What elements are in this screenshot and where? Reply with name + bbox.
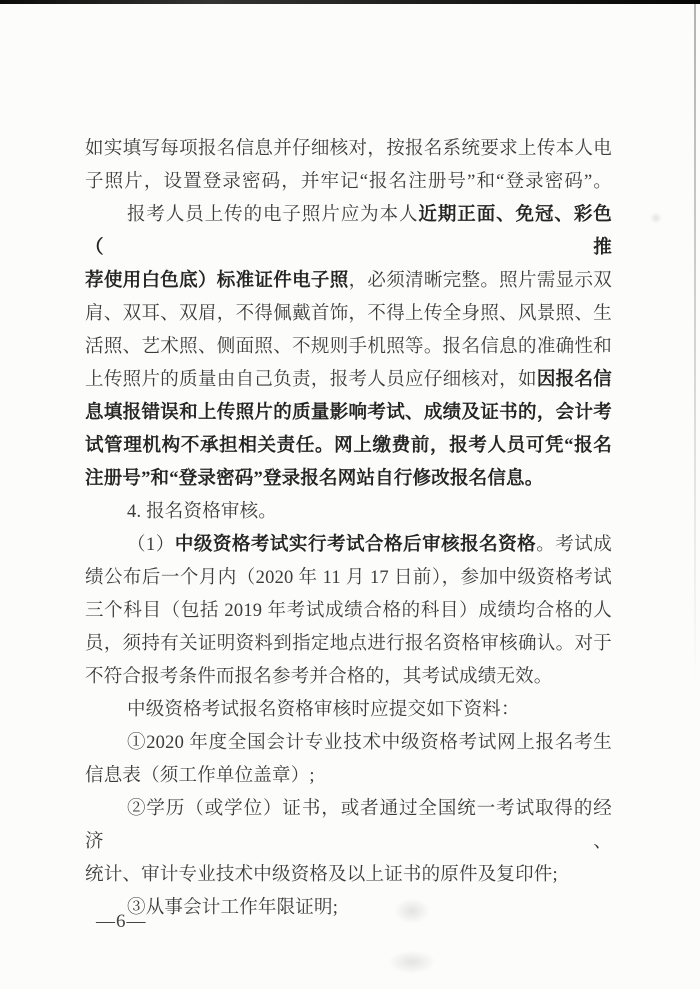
text-line (85, 760, 612, 793)
bold-text-run: 试管理机构不承担相关责任。网上缴费前，报考人员可凭“报名 (85, 436, 612, 456)
text-line (85, 364, 612, 397)
text-line (85, 265, 612, 298)
text-run: 统计、审计专业技术中级资格及以上证书的原件及复印件; (85, 865, 558, 885)
text-run: 中级资格考试报名资格审核时应提交如下资料： (127, 700, 520, 720)
text-line (85, 793, 612, 859)
text-run: 。考试成 (536, 535, 612, 555)
text-run: ，必须清晰完整。照片需显示双 (348, 271, 612, 291)
bold-text-run: 荐使用白色底）标准证件电子照 (85, 271, 349, 291)
text-line (85, 331, 612, 364)
text-line (85, 529, 612, 562)
text-run: 4. 报名资格审核。 (127, 502, 278, 522)
text-run: 活照、艺术照、侧面照、不规则手机照等。报名信息的准确性和 (85, 337, 612, 357)
text-line (85, 595, 612, 628)
text-run: ③从事会计工作年限证明; (127, 898, 339, 918)
page-number: —6— (96, 911, 147, 932)
text-run: ②学历（或学位）证书，或者通过全国统一考试取得的经济、 (85, 799, 612, 852)
text-run: 上传照片的质量由自己负责，报考人员应仔细核对，如 (85, 370, 537, 390)
text-line (85, 496, 612, 529)
text-run: 子照片，设置登录密码，并牢记“报名注册号”和“登录密码”。 (85, 172, 612, 192)
text-run: 报考人员上传的电子照片应为本人 (127, 205, 419, 225)
text-run: ①2020 年度全国会计专业技术中级资格考试网上报名考生 (127, 733, 612, 753)
text-line (85, 694, 612, 727)
text-line (85, 166, 612, 199)
bold-text-run: 近期正面、免冠、彩色（推 (85, 205, 612, 258)
scan-noise (388, 950, 436, 974)
text-line (85, 727, 612, 760)
text-run: 绩公布后一个月内（2020 年 11 月 17 日前），参加中级资格考试 (85, 568, 612, 588)
text-run: 员，须持有关证明资料到指定地点进行报名资格审核确认。对于 (85, 634, 612, 654)
text-run: 如实填写每项报名信息并仔细核对，按报名系统要求上传本人电 (85, 139, 612, 159)
text-line (85, 562, 612, 595)
text-line (85, 199, 612, 265)
text-line (85, 859, 612, 892)
text-run: 三个科目（包括 2019 年考试成绩合格的科目）成绩均合格的人 (85, 601, 612, 621)
scan-noise (650, 212, 662, 224)
bold-text-run: 中级资格考试实行考试合格后审核报名资格 (174, 535, 537, 555)
bold-text-run: 注册号”和“登录密码”登录报名网站自行修改报名信息。 (85, 469, 544, 489)
scan-top-edge (0, 0, 700, 4)
text-run: （1） (127, 535, 175, 555)
text-block (85, 133, 612, 925)
text-line (85, 892, 612, 925)
text-line (85, 430, 612, 463)
bold-text-run: 因报名信 (536, 370, 612, 390)
text-line (85, 628, 612, 661)
text-run: 肩、双耳、双眉，不得佩戴首饰，不得上传全身照、风景照、生 (85, 304, 612, 324)
text-line (85, 397, 612, 430)
bold-text-run: 息填报错误和上传照片的质量影响考试、成绩及证书的，会计考 (85, 403, 612, 423)
text-run: 不符合报考条件而报名参考并合格的，其考试成绩无效。 (85, 667, 553, 687)
text-line (85, 133, 612, 166)
text-line (85, 661, 612, 694)
text-line (85, 463, 612, 496)
text-run: 信息表（须工作单位盖章）; (85, 766, 315, 786)
text-line (85, 298, 612, 331)
scan-right-edge-line (694, 4, 696, 684)
